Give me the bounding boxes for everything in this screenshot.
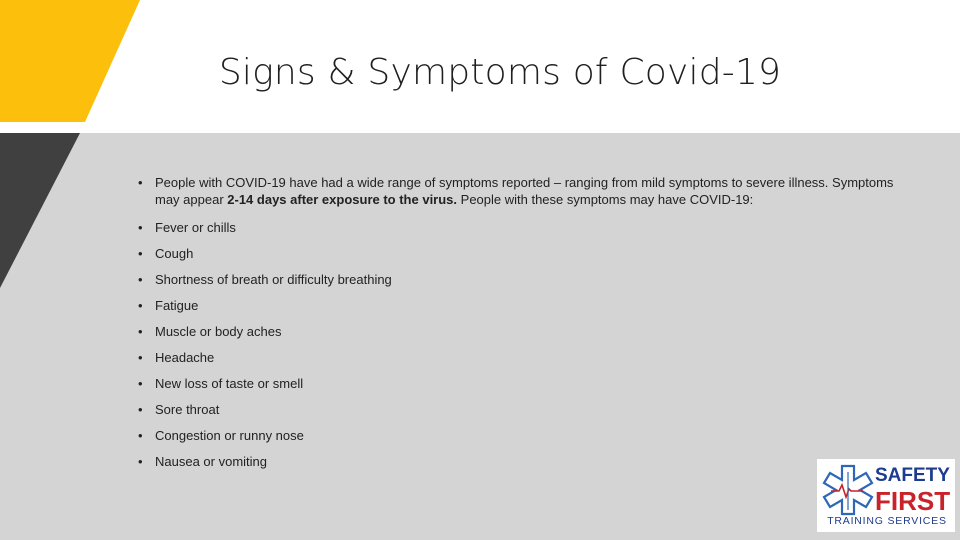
bullet-dot: • <box>138 298 143 313</box>
bullet-dot: • <box>138 402 143 417</box>
logo-line-first: FIRST <box>875 486 951 516</box>
list-item <box>138 375 898 392</box>
list-item <box>138 427 898 444</box>
bullet-dot: • <box>138 272 143 287</box>
symptom-label: Shortness of breath or difficulty breathing <box>155 272 392 287</box>
list-item <box>138 323 898 340</box>
symptom-label: New loss of taste or smell <box>155 376 304 391</box>
symptom-list <box>138 174 898 479</box>
list-item <box>138 219 898 236</box>
intro-emphasis: 2-14 days after exposure to the virus. <box>227 192 458 207</box>
bullet-dot: • <box>138 220 143 235</box>
intro-text-end: People with these symptoms may have COVID-19: <box>457 192 754 207</box>
list-item <box>138 349 898 366</box>
list-item <box>138 245 898 262</box>
list-item <box>138 453 898 470</box>
symptom-label: Fever or chills <box>155 220 236 235</box>
logo-line-safety: SAFETY <box>875 465 950 486</box>
symptom-label: Nausea or vomiting <box>155 454 267 469</box>
bullet-dot: • <box>138 175 143 190</box>
bullet-dot: • <box>138 324 143 339</box>
slide-title: Signs & Symptoms of Covid-19 <box>218 52 782 93</box>
intro-bullet <box>138 174 898 208</box>
list-item <box>138 401 898 418</box>
bullet-dot: • <box>138 246 143 261</box>
safety-first-logo <box>817 459 955 532</box>
symptom-label: Sore throat <box>155 402 220 417</box>
bullet-dot: • <box>138 376 143 391</box>
bullet-dot: • <box>138 428 143 443</box>
symptom-label: Muscle or body aches <box>155 324 282 339</box>
symptom-label: Congestion or runny nose <box>155 428 304 443</box>
symptom-label: Headache <box>155 350 215 365</box>
bullet-dot: • <box>138 454 143 469</box>
symptom-label: Cough <box>155 246 194 261</box>
star-of-life-icon <box>819 464 877 516</box>
symptom-label: Fatigue <box>155 298 199 313</box>
list-item <box>138 297 898 314</box>
list-item <box>138 271 898 288</box>
logo-line-training: TRAINING SERVICES <box>827 515 947 527</box>
intro-text: People with COVID-19 have had a wide range of symptoms reported – ranging from mild symptoms to severe illness. Symptoms may appear <box>155 175 894 207</box>
bullet-dot: • <box>138 350 143 365</box>
